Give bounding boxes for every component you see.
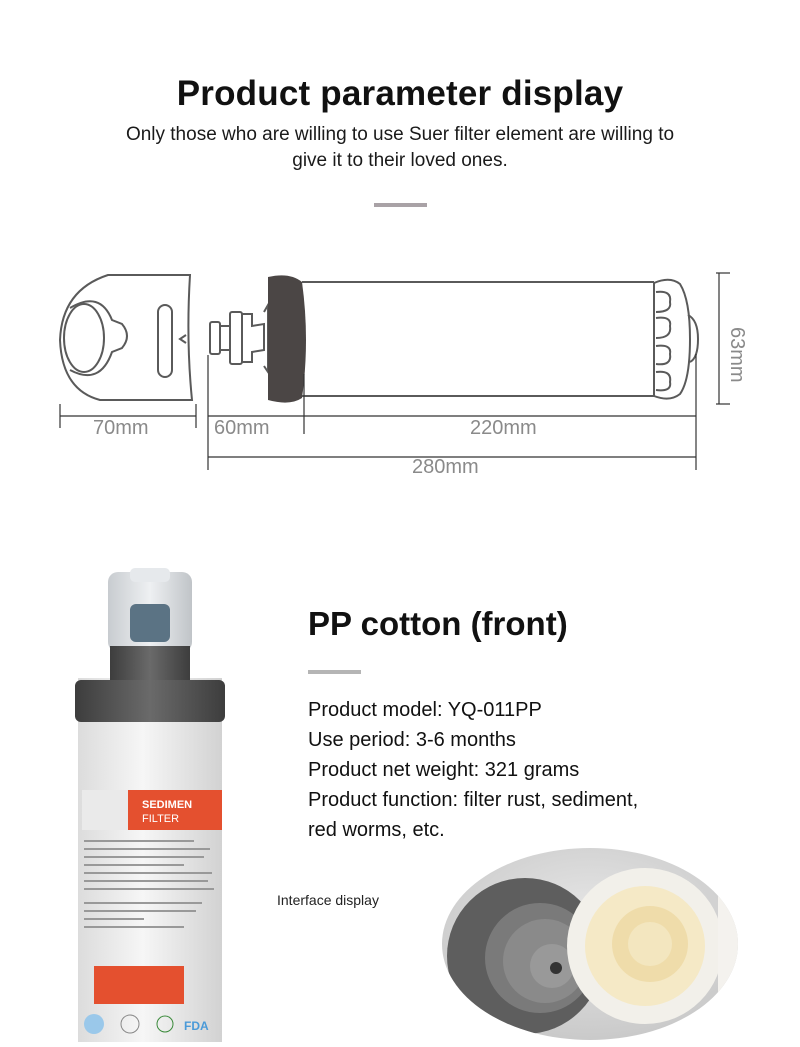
- section-divider: [374, 203, 427, 207]
- svg-text:FDA: FDA: [184, 1019, 209, 1033]
- spec-use-period: Use period: 3-6 months: [308, 729, 516, 751]
- interface-display-label: Interface display: [277, 892, 379, 908]
- subtitle-line-2: give it to their loved ones.: [292, 150, 508, 171]
- body-length-label: 220mm: [470, 417, 537, 439]
- cap-outline-icon: [60, 275, 192, 400]
- connector-outline-icon: [210, 305, 268, 372]
- spec-function-cont: red worms, etc.: [308, 819, 445, 841]
- filter-body-outline-icon: [302, 280, 698, 399]
- page-subtitle: [60, 122, 740, 174]
- connector-length-label: 60mm: [214, 417, 270, 439]
- diameter-label: 63mm: [726, 327, 748, 383]
- dimension-lines: [60, 273, 730, 470]
- product-divider: [308, 670, 361, 674]
- filter-dimension-drawing: [0, 260, 800, 490]
- cap-width-label: 70mm: [93, 417, 149, 439]
- page-title: Product parameter display: [176, 74, 624, 113]
- label-brand-line1: SEDIMEN: [142, 799, 193, 811]
- dimension-diagram: [0, 260, 800, 490]
- svg-text:FILTER: FILTER: [142, 813, 180, 825]
- total-length-label: 280mm: [412, 456, 479, 478]
- product-name: PP cotton (front): [308, 605, 568, 642]
- product-specs: [308, 695, 638, 845]
- dark-cap-icon: [268, 275, 306, 402]
- spec-model: Product model: YQ-011PP: [308, 699, 542, 721]
- product-photo: [60, 568, 240, 1042]
- spec-function: Product function: filter rust, sediment,: [308, 789, 639, 811]
- subtitle-line-1: Only those who are willing to use Suer filter element are willing to: [125, 124, 675, 145]
- interface-photo: [440, 846, 740, 1042]
- spec-net-weight: Product net weight: 321 grams: [308, 759, 580, 781]
